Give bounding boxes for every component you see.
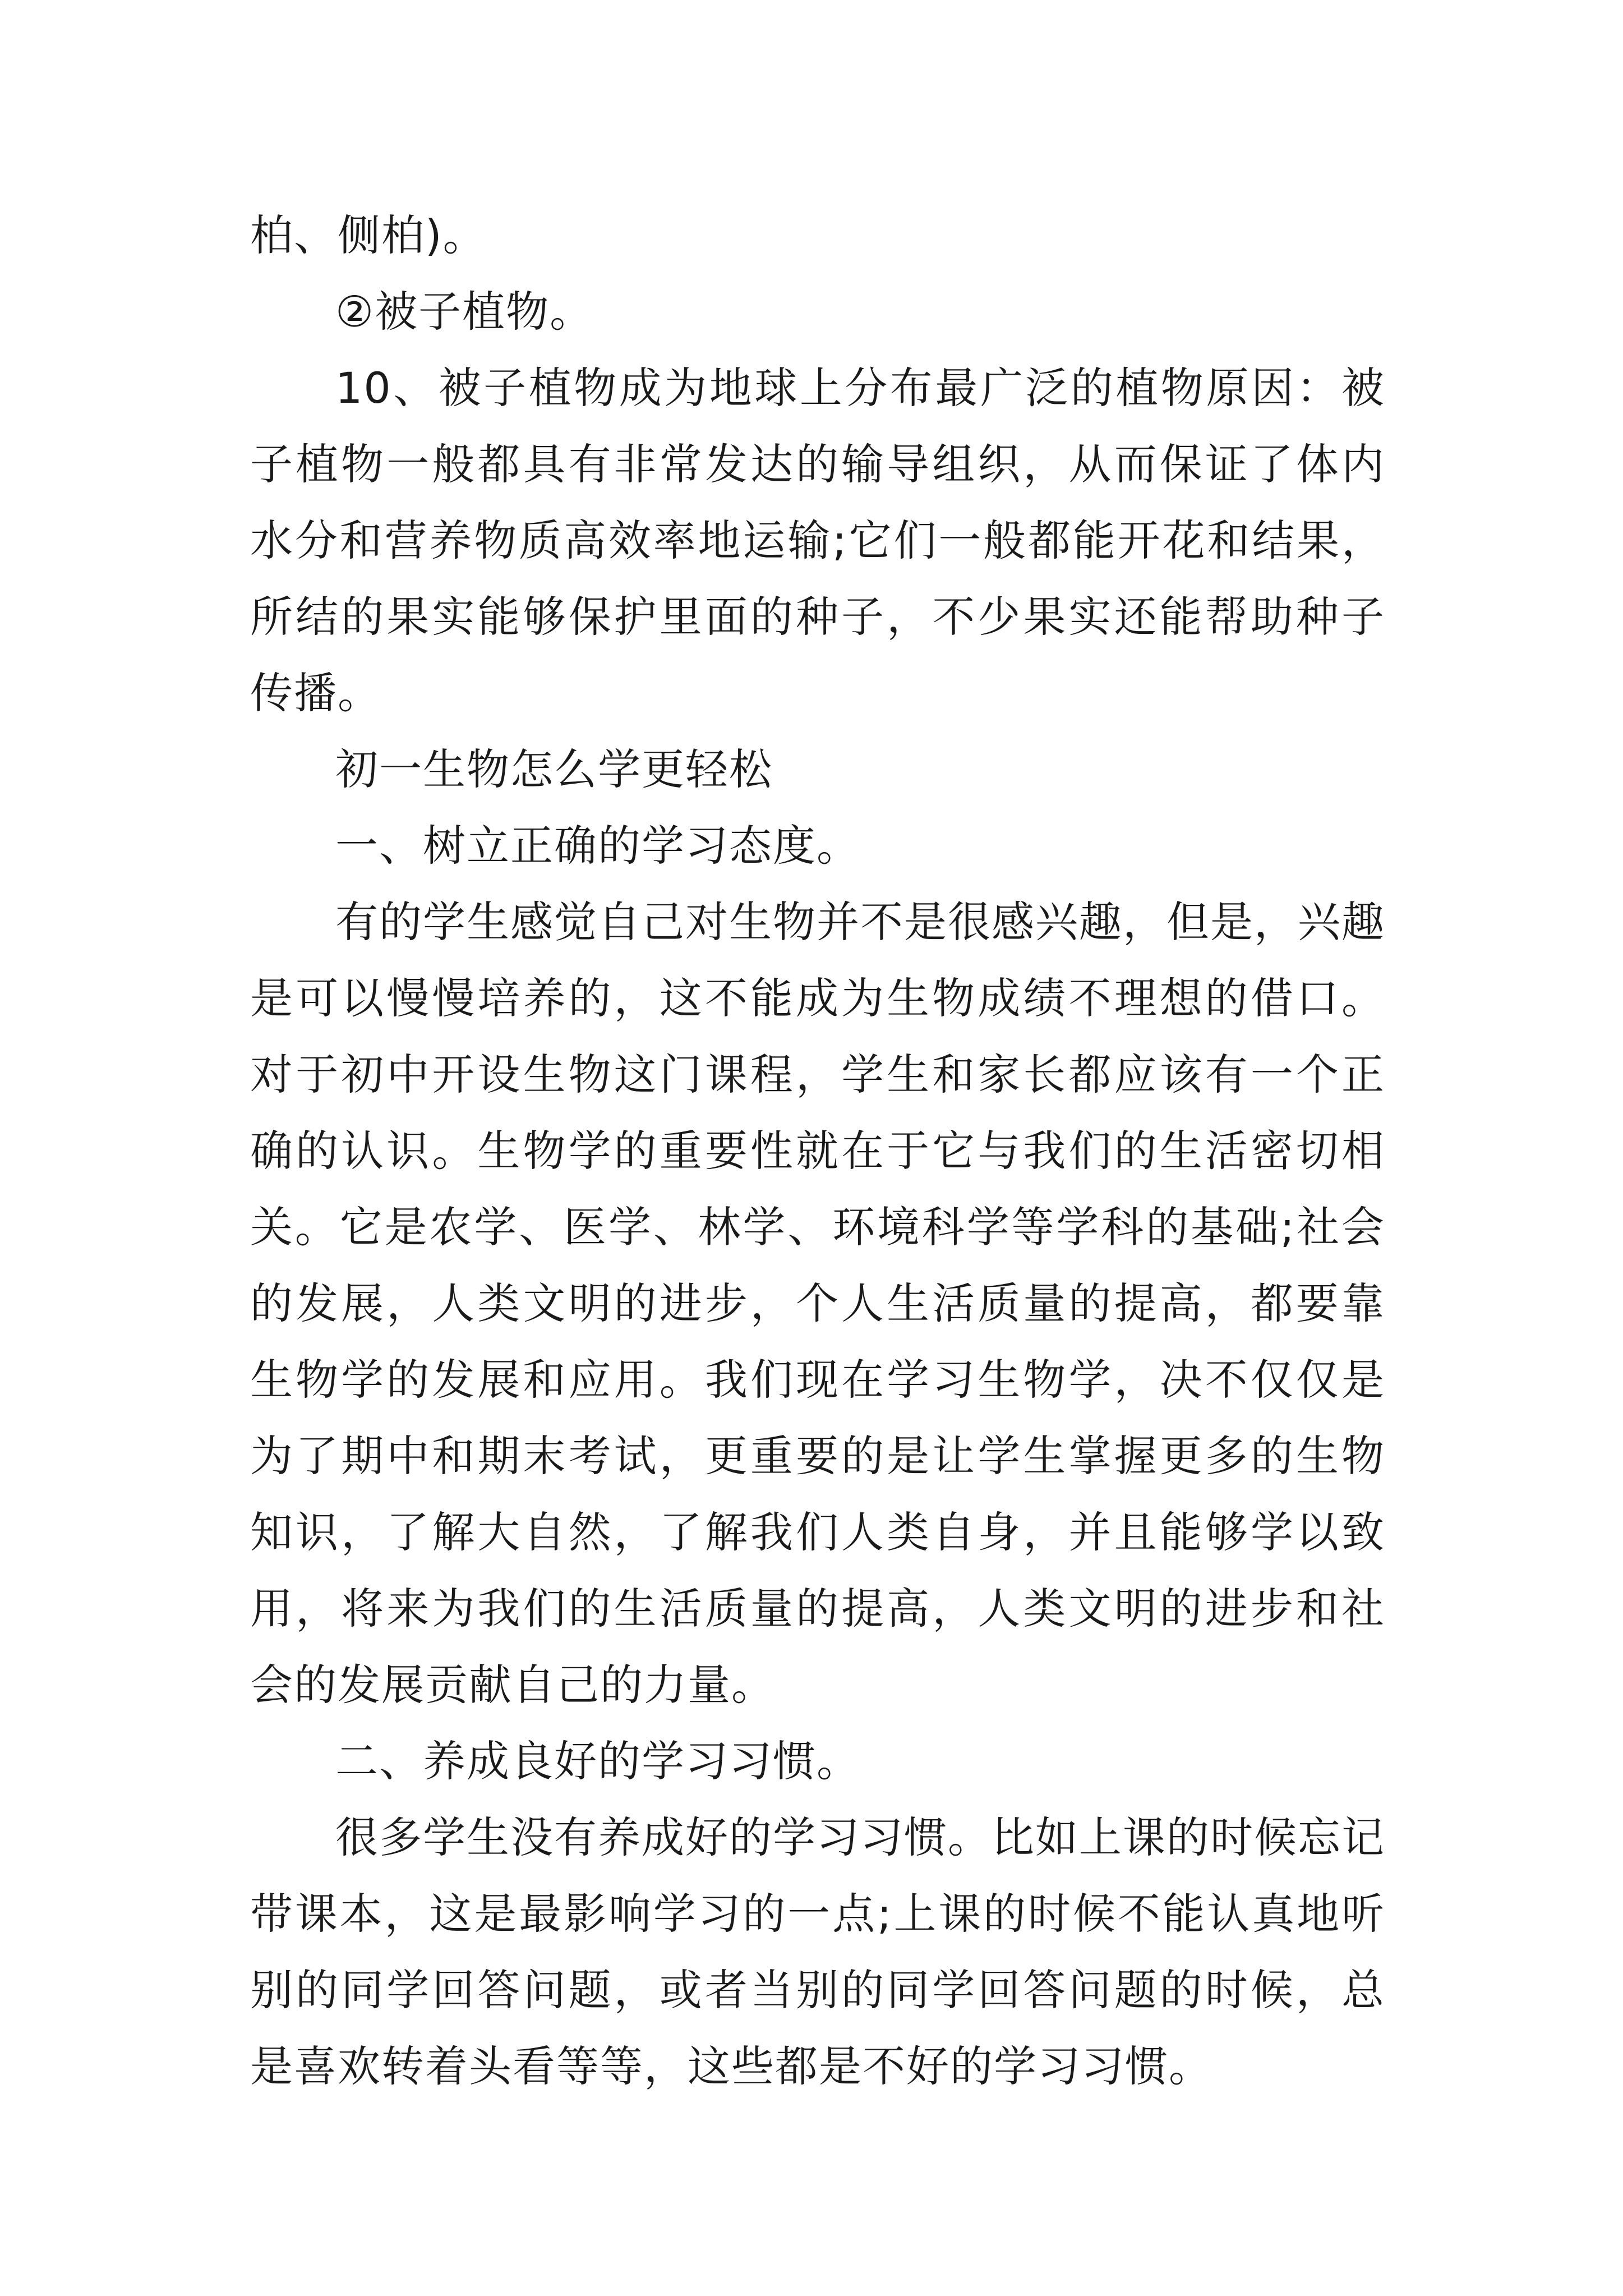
document-body (250, 197, 1385, 2105)
subheading-attitude: 一、树立正确的学习态度。 (335, 821, 860, 871)
paragraph-point-10: 10、被子植物成为地球上分布最广泛的植物原因：被子植物一般都具有非常发达的输导组织，从而保证了体内水分和营养物质高效率地运输;它们一般都能开花和结果，所结的果实能够保护里面的种子，不少果实还能帮助种子传播。 (250, 363, 1385, 718)
paragraph-continuation: 柏、侧柏)。 (250, 210, 487, 260)
paragraph-habits: 很多学生没有养成好的学习习惯。比如上课的时候忘记带课本，这是最影响学习的一点;上课的时候不能认真地听别的同学回答问题，或者当别的同学回答问题的时候，总是喜欢转着头看等等，这些都是不好的学习习惯。 (250, 1812, 1385, 2091)
paragraph-angiosperm-item: ②被子植物。 (335, 287, 594, 337)
section-heading: 初一生物怎么学更轻松 (335, 744, 773, 794)
subheading-habits: 二、养成良好的学习习惯。 (335, 1736, 860, 1786)
paragraph-attitude: 有的学生感觉自己对生物并不是很感兴趣，但是，兴趣是可以慢慢培养的，这不能成为生物成绩不理想的借口。对于初中开设生物这门课程，学生和家长都应该有一个正确的认识。生物学的重要性就在于它与我们的生活密切相关。它是农学、医学、林学、环境科学等学科的基础;社会的发展，人类文明的进步，个人生活质量的提高，都要靠生物学的发展和应用。我们现在学习生物学，决不仅仅是为了期中和期末考试，更重要的是让学生掌握更多的生物知识，了解大自然，了解我们人类自身，并且能够学以致用，将来为我们的生活质量的提高，人类文明的进步和社会的发展贡献自己的力量。 (250, 897, 1385, 1710)
